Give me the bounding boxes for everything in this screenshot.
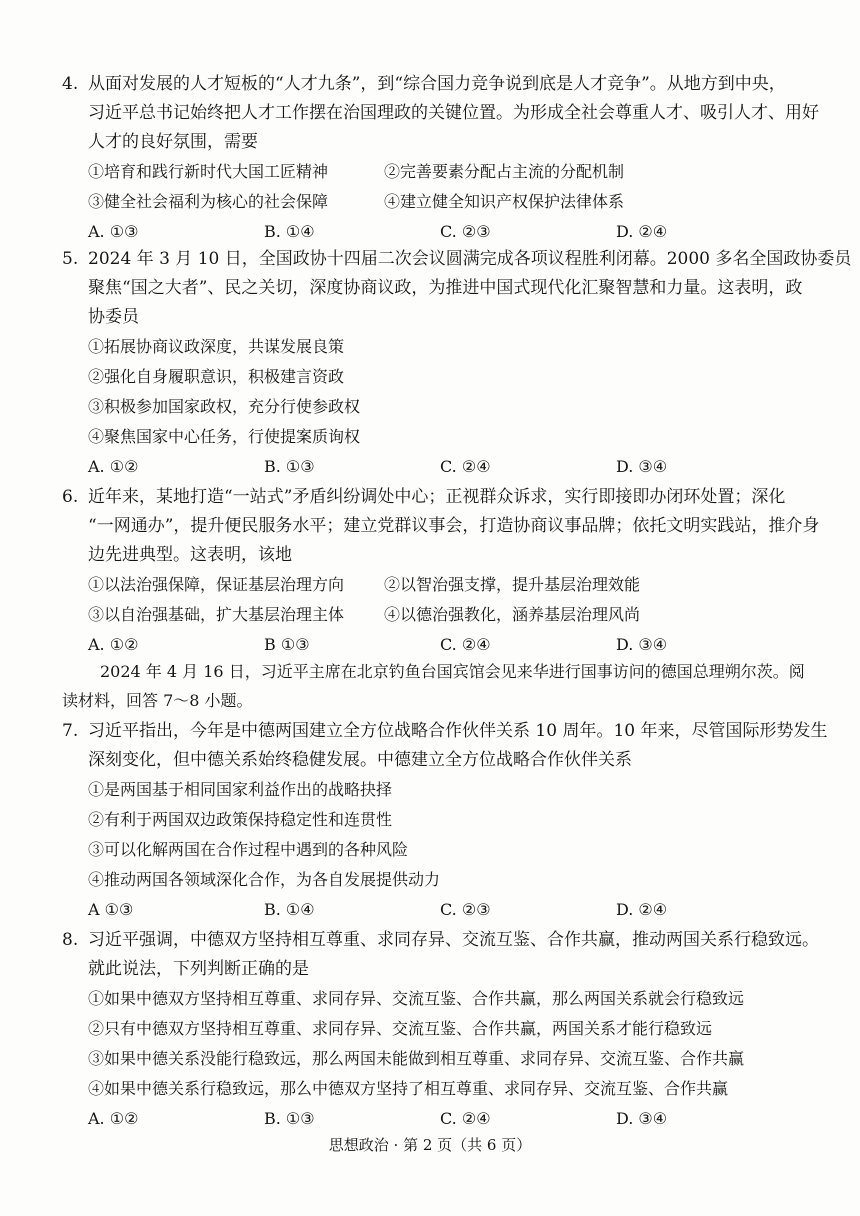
statement: ①以法治强保障，保证基层治理方向	[88, 575, 345, 594]
option-d: D. ③④	[616, 1109, 668, 1128]
option-c: C. ②④	[440, 635, 491, 654]
statement: ②有利于两国双边政策保持稳定性和连贯性	[88, 810, 393, 829]
option-b: B. ①③	[264, 1109, 315, 1128]
option-b: B. ①④	[264, 900, 315, 919]
statement: ②完善要素分配占主流的分配机制	[384, 162, 625, 181]
statement-row	[62, 570, 822, 600]
question-stem-line: 习近平强调，中德双方坚持相互尊重、求同存异、交流互鉴、合作共赢，推动两国关系行稳致远。	[88, 930, 819, 950]
option-d: D. ②④	[616, 222, 668, 241]
option-d: D. ③④	[616, 457, 668, 476]
option-b: B ①③	[264, 635, 310, 654]
question-number: 5.	[62, 249, 79, 269]
statement: ④如果中德关系行稳致远，那么中德双方坚持了相互尊重、求同存异、交流互鉴、合作共赢	[88, 1079, 729, 1098]
statement: ③可以化解两国在合作过程中遇到的各种风险	[88, 840, 409, 859]
statement: ④建立健全知识产权保护法律体系	[384, 192, 625, 211]
option-a: A. ①②	[88, 635, 139, 654]
answer-options	[62, 630, 822, 660]
answer-options	[62, 895, 822, 925]
option-b: B. ①④	[264, 222, 315, 241]
statement-row	[62, 157, 822, 187]
page-footer: 思想政治 · 第 2 页（共 6 页）	[328, 1136, 532, 1154]
question-stem-line: 2024 年 3 月 10 日，全国政协十四届二次会议圆满完成各项议程胜利闭幕。2000 多名全国政协委员	[88, 249, 852, 269]
statement: ③以自治强基础，扩大基层治理主体	[88, 605, 345, 624]
option-a: A. ①③	[88, 222, 139, 241]
answer-options	[62, 452, 822, 482]
statement-row	[62, 187, 822, 217]
option-c: C. ②④	[440, 1109, 491, 1128]
statement: ③健全社会福利为核心的社会保障	[88, 192, 329, 211]
reading-material	[62, 657, 822, 715]
option-d: D. ②④	[616, 900, 668, 919]
question-8	[62, 926, 822, 1134]
question-stem-line: 习近平指出，今年是中德两国建立全方位战略合作伙伴关系 10 周年。10 年来，尽管国际形势发生	[88, 721, 828, 741]
material-line: 2024 年 4 月 16 日，习近平主席在北京钓鱼台国宾馆会见来华进行国事访问的德国总理朔尔茨。阅	[100, 662, 805, 681]
question-7	[62, 717, 828, 925]
statement: ③积极参加国家政权，充分行使参政权	[88, 397, 361, 416]
question-number: 7.	[62, 721, 79, 741]
question-stem-line: “一网通办”，提升便民服务水平；建立党群议事会，打造协商议事品牌；依托文明实践站，推介身	[88, 516, 820, 536]
question-stem-line: 人才的良好氛围，需要	[88, 132, 258, 152]
question-5	[62, 245, 852, 482]
option-a: A. ①②	[88, 457, 139, 476]
option-c: C. ②③	[440, 900, 491, 919]
statement: ①是两国基于相同国家利益作出的战略抉择	[88, 780, 393, 799]
statement: ②强化自身履职意识，积极建言资政	[88, 367, 345, 386]
material-line: 读材料，回答 7～8 小题。	[62, 691, 253, 710]
statement: ③如果中德关系没能行稳致远，那么两国未能做到相互尊重、求同存异、交流互鉴、合作共赢	[88, 1049, 745, 1068]
option-a: A. ①②	[88, 1109, 139, 1128]
statement-row	[62, 600, 822, 630]
question-stem-line: 近年来，某地打造“一站式”矛盾纠纷调处中心；正视群众诉求，实行即接即办闭环处置；深化	[88, 487, 786, 507]
statement: ④推动两国各领域深化合作，为各自发展提供动力	[88, 870, 441, 889]
question-stem-line: 就此说法，下列判断正确的是	[88, 959, 309, 979]
question-stem-line: 习近平总书记始终把人才工作摆在治国理政的关键位置。为形成全社会尊重人才、吸引人才、用好	[88, 103, 819, 123]
question-stem-line: 聚焦“国之大者”、民之关切，深度协商议政，为推进中国式现代化汇聚智慧和力量。这表明，政	[88, 278, 803, 298]
question-number: 4.	[62, 74, 79, 94]
question-stem-line: 深刻变化，但中德关系始终稳健发展。中德建立全方位战略合作伙伴关系	[88, 750, 632, 770]
option-a: A ①③	[88, 900, 134, 919]
option-d: D. ③④	[616, 635, 668, 654]
statement: ①如果中德双方坚持相互尊重、求同存异、交流互鉴、合作共赢，那么两国关系就会行稳致远	[88, 989, 745, 1008]
question-stem-line: 边先进典型。这表明，该地	[88, 545, 292, 565]
statement: ④以德治强教化，涵养基层治理风尚	[384, 605, 641, 624]
statement: ②以智治强支撑，提升基层治理效能	[384, 575, 641, 594]
option-c: C. ②④	[440, 457, 491, 476]
statement: ④聚焦国家中心任务，行使提案质询权	[88, 427, 361, 446]
answer-options	[62, 217, 822, 247]
statement: ①培育和践行新时代大国工匠精神	[88, 162, 329, 181]
question-stem-line: 从面对发展的人才短板的“人才九条”，到“综合国力竞争说到底是人才竞争”。从地方到中央，	[88, 74, 786, 94]
option-b: B. ①③	[264, 457, 315, 476]
question-4	[62, 70, 822, 247]
option-c: C. ②③	[440, 222, 491, 241]
statement: ①拓展协商议政深度，共谋发展良策	[88, 337, 345, 356]
answer-options	[62, 1104, 822, 1134]
question-stem-line: 协委员	[88, 307, 139, 327]
question-6	[62, 483, 822, 660]
statement: ②只有中德双方坚持相互尊重、求同存异、交流互鉴、合作共赢，两国关系才能行稳致远	[88, 1019, 713, 1038]
question-number: 6.	[62, 487, 79, 507]
question-number: 8.	[62, 930, 79, 950]
